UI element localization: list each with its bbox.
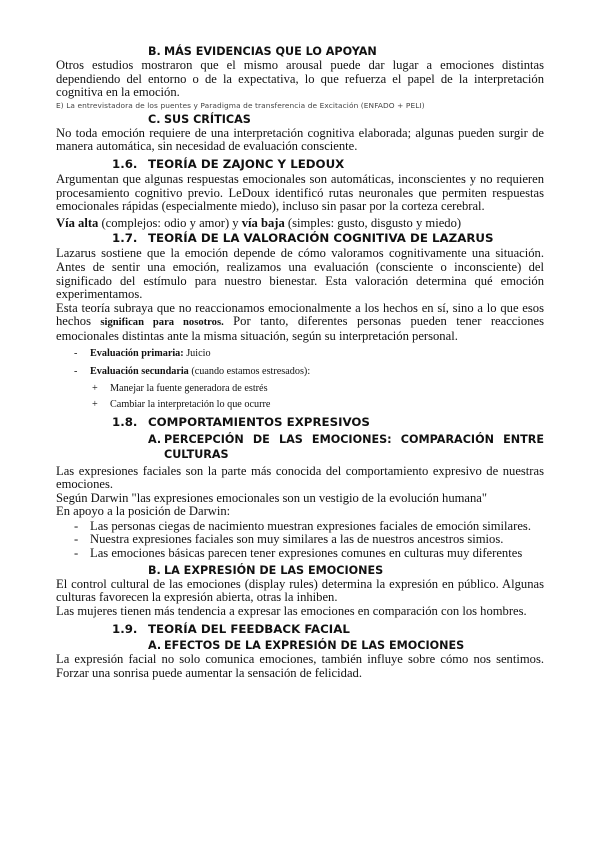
- heading-title: MÁS EVIDENCIAS QUE LO APOYAN: [164, 45, 377, 58]
- heading-zajonc-ledoux: [56, 156, 544, 173]
- paragraph-display-rules: El control cultural de las emociones (display rules) determina la expresión en público. Algunas culturas favorecen la expresión abierta, otras la inhiben.: [56, 576, 544, 605]
- eval-secundaria-label: Evaluación secundaria: [90, 365, 189, 377]
- paragraph-lazarus-2: [56, 302, 544, 344]
- via-baja-text: (simples: gusto, disgusto y miedo): [284, 215, 462, 230]
- heading-criticas: [56, 112, 544, 127]
- heading-letter: A.: [148, 432, 162, 446]
- heading-letter: B.: [148, 563, 161, 577]
- heading-title: COMPORTAMIENTOS EXPRESIVOS: [148, 414, 370, 429]
- heading-letter: A.: [148, 639, 162, 653]
- heading-title: TEORÍA DE ZAJONC Y LEDOUX: [148, 156, 345, 171]
- list-item: - Nuestra expresiones faciales son muy similares a las de nuestros ancestros simios.: [56, 533, 544, 547]
- eval-primaria-label: Evaluación primaria:: [90, 347, 184, 359]
- list-item-evaluacion-primaria: [56, 345, 544, 363]
- paragraph-mujeres: Las mujeres tienen más tendencia a expresar las emociones en comparación con los hombres.: [56, 603, 527, 618]
- heading-feedback-facial: [56, 621, 544, 638]
- paragraph-vias: [56, 217, 544, 231]
- heading-title: TEORÍA DEL FEEDBACK FACIAL: [148, 622, 350, 637]
- heading-comportamientos: [56, 414, 544, 431]
- eval-primaria-text: Juicio: [183, 347, 211, 359]
- heading-percepcion-row: [148, 432, 544, 462]
- paragraph-evidencias: Otros estudios mostraron que el mismo arousal puede dar lugar a emociones distintas dependiendo del entorno o de la expectativa, lo que refuerza el papel de la interpretación cognitiva en la emoción.: [56, 58, 544, 100]
- darwin-evidence-list: [56, 520, 544, 561]
- heading-percepcion: [56, 432, 544, 462]
- heading-letter: B.: [148, 45, 161, 58]
- lazarus-text-before: Esta teoría subraya que no reaccionamos emocionalmente a los hechos en sí, sino a lo que esos hechos: [56, 300, 544, 329]
- heading-title: EFECTOS DE LA EXPRESIÓN DE LAS EMOCIONES: [164, 639, 465, 653]
- heading-expresion-emociones: [56, 563, 544, 578]
- paragraph-criticas: No toda emoción requiere de una interpretación cognitiva elaborada; algunas pueden surgir de manera automática, sin necesidad de evaluación consciente.: [56, 125, 544, 154]
- via-alta-text: (complejos: odio y amor) y: [98, 215, 242, 230]
- via-baja-label: vía baja: [241, 215, 285, 230]
- lazarus-text-after: Por tanto, diferentes personas pueden tener reacciones emocionales distintas ante la misma situación, según su interpretación personal.: [56, 314, 544, 343]
- heading-title: SUS CRÍTICAS: [164, 112, 251, 126]
- heading-mas-evidencias: [56, 44, 544, 59]
- paragraph-feedback-facial: La expresión facial no solo comunica emociones, también influye sobre cómo nos sentimos. Forzar una sonrisa puede aumentar la sensación de felicidad.: [56, 652, 544, 681]
- paragraph-zajonc-ledoux: Argumentan que algunas respuestas emocionales son automáticas, inconscientes y no requieren procesamiento cognitivo previo. LeDoux identificó rutas neuronales que permiten respuestas emocionales rápidas (especialmente miedo), incluso sin pasar por la corteza cerebral.: [56, 171, 544, 214]
- list-item: - Las personas ciegas de nacimiento muestran expresiones faciales de emoción similares.: [56, 520, 544, 534]
- heading-number: 1.8.: [112, 414, 138, 429]
- handwritten-note: E) La entrevistadora de los puentes y Paradigma de transferencia de Excitación (ENFADO + PELI): [56, 100, 425, 110]
- heading-number: 1.6.: [112, 156, 138, 171]
- via-alta-label: Vía alta: [56, 215, 99, 230]
- heading-letter: C.: [148, 112, 161, 126]
- evaluation-sublist: [56, 381, 544, 413]
- heading-lazarus: [56, 230, 544, 247]
- heading-title: TEORÍA DE LA VALORACIÓN COGNITIVA DE LAZARUS: [148, 231, 494, 246]
- heading-number: 1.7.: [112, 231, 138, 246]
- heading-number: 1.9.: [112, 622, 138, 637]
- lazarus-bold-text: significan para nosotros.: [100, 317, 224, 329]
- evaluation-list: [56, 345, 544, 381]
- heading-title: LA EXPRESIÓN DE LAS EMOCIONES: [164, 563, 384, 577]
- paragraph-apoyo: En apoyo a la posición de Darwin:: [56, 504, 231, 519]
- heading-efectos-expresion: [56, 638, 544, 653]
- heading-title: PERCEPCIÓN DE LAS EMOCIONES: COMPARACIÓN ENTRE CULTURAS: [164, 432, 544, 461]
- paragraph-lazarus-1: Lazarus sostiene que la emoción depende de cómo valoramos cognitivamente una situación. Antes de sentir una emoción, realizamos una evaluación (consciente o inconsciente) del significado del estímulo para nuestro bienestar. Esta valoración determina qué emoción experimentamos.: [56, 246, 544, 302]
- paragraph-darwin: Según Darwin "las expresiones emocionales son un vestigio de la evolución humana": [56, 490, 488, 505]
- list-item: + Cambiar la interpretación lo que ocurre: [56, 397, 544, 413]
- list-item: + Manejar la fuente generadora de estrés: [56, 381, 544, 397]
- list-item: - Las emociones básicas parecen tener expresiones comunes en culturas muy diferentes: [56, 547, 544, 561]
- eval-secundaria-text: (cuando estamos estresados):: [188, 365, 311, 377]
- paragraph-expresiones-faciales: Las expresiones faciales son la parte más conocida del comportamiento expresivo de nuestras emociones.: [56, 463, 544, 492]
- list-item-evaluacion-secundaria: [56, 363, 544, 381]
